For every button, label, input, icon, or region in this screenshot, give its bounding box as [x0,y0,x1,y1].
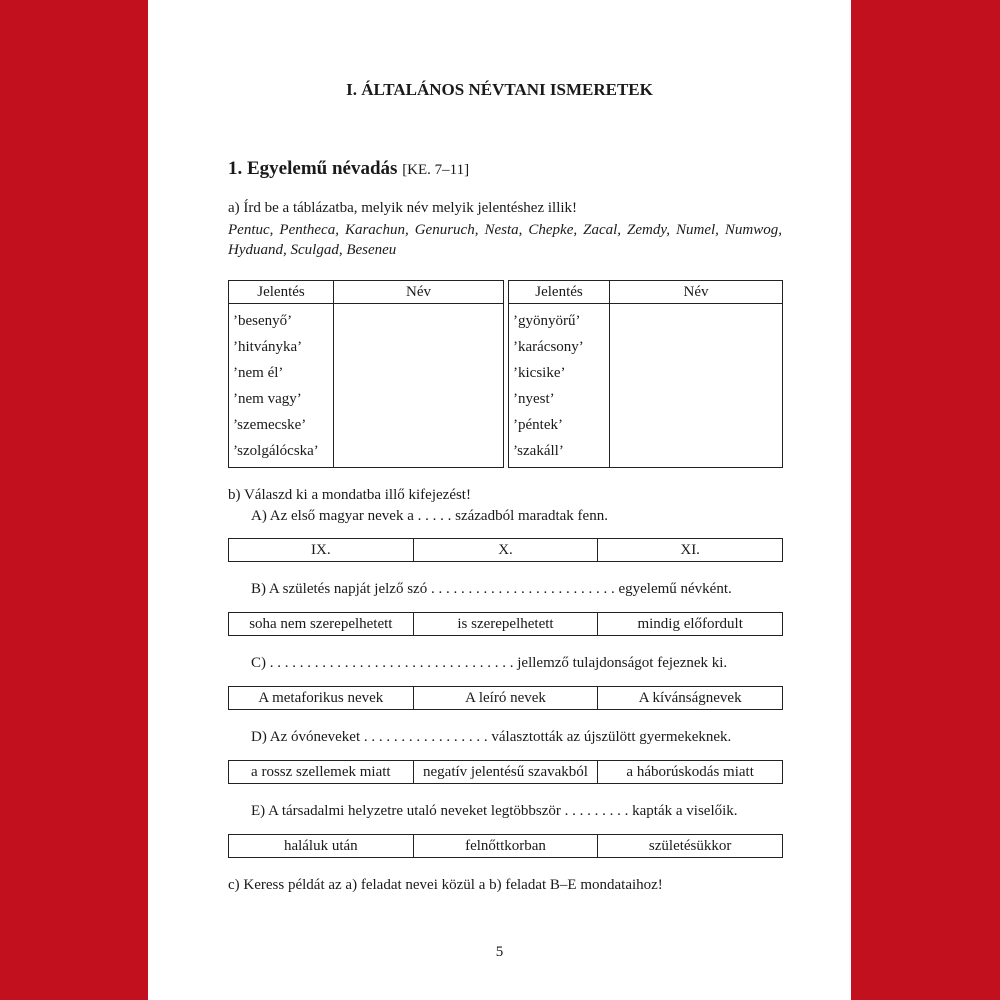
task-a-instruction: a) Írd be a táblázatba, melyik név melyik jelentéshez illik! [228,200,578,216]
meaning-item: ’szemecske’ [233,417,307,433]
question-b-options [228,612,783,636]
task-a-names-line2: Numwog, Hyduand, Sculgad, Beseneu [228,222,783,258]
task-c-instruction: c) Keress példát az a) feladat nevei közül a b) feladat B–E mondataihoz! [228,877,663,893]
meaning-column [229,304,334,468]
task-a-names-line1: Pentuc, Pentheca, Karachun, Genuruch, Nesta, Chepke, Zacal, Zemdy, Numel, [228,222,719,238]
book-page [148,0,851,1000]
section-ref: [KE. 7–11] [402,162,470,178]
question-a-options [228,538,783,562]
section-title: 1. Egyelemű névadás [228,158,398,179]
question-d-text: D) Az óvóneveket . . . . . . . . . . . . . . . . . választották az újszülött gyermekeknek. [251,729,732,745]
option-cell[interactable]: IX. [229,539,414,562]
question-c-options [228,686,783,710]
meaning-item: ’besenyő’ [233,313,293,329]
meaning-column [509,304,610,468]
meaning-item: ’gyönyörű’ [513,313,581,329]
option-cell[interactable]: a rossz szellemek miatt [229,761,414,784]
meaning-item: ’szakáll’ [513,443,564,459]
meaning-item: ’hitványka’ [233,339,303,355]
question-d-options [228,760,783,784]
option-cell[interactable]: A kívánságnevek [598,687,783,710]
question-b-text: B) A születés napját jelző szó . . . . . . . . . . . . . . . . . . . . . . . . . egyelemű névként. [251,581,732,597]
option-cell[interactable]: negatív jelentésű szavakból [413,761,598,784]
option-cell[interactable]: mindig előfordult [598,613,783,636]
chapter-title: I. ÁLTALÁNOS NÉVTANI ISMERETEK [346,80,653,99]
option-cell[interactable]: A leíró nevek [413,687,598,710]
match-table-left [228,280,504,468]
task-a-names [228,220,782,260]
option-cell[interactable]: A metaforikus nevek [229,687,414,710]
meaning-item: ’nyest’ [513,391,555,407]
header-name: Név [334,281,504,304]
meaning-item: ’szolgálócska’ [233,443,319,459]
meaning-item: ’nem vagy’ [233,391,302,407]
header-meaning: Jelentés [229,281,334,304]
option-cell[interactable]: XI. [598,539,783,562]
question-c-text: C) . . . . . . . . . . . . . . . . . . . . . . . . . . . . . . . . . jellemző tulajdonságot fejeznek ki. [251,655,728,671]
task-b-instruction: b) Válaszd ki a mondatba illő kifejezést! [228,487,471,503]
match-table-right [508,280,783,468]
question-e-text: E) A társadalmi helyzetre utaló neveket legtöbbször . . . . . . . . . kapták a viselőik. [251,803,738,819]
option-cell[interactable]: X. [413,539,598,562]
question-e-options [228,834,783,858]
option-cell[interactable]: soha nem szerepelhetett [229,613,414,636]
header-name: Név [610,281,783,304]
section-heading [228,158,469,180]
option-cell[interactable]: is szerepelhetett [413,613,598,636]
option-cell[interactable]: születésükkor [598,835,783,858]
option-cell[interactable]: haláluk után [229,835,414,858]
name-answer-cell[interactable] [610,304,783,468]
meaning-item: ’karácsony’ [513,339,584,355]
option-cell[interactable]: felnőttkorban [413,835,598,858]
option-cell[interactable]: a háborúskodás miatt [598,761,783,784]
meaning-item: ’péntek’ [513,417,563,433]
header-meaning: Jelentés [509,281,610,304]
meaning-item: ’kicsike’ [513,365,566,381]
page-number: 5 [495,944,504,960]
name-answer-cell[interactable] [334,304,504,468]
meaning-item: ’nem él’ [233,365,284,381]
question-a-text: A) Az első magyar nevek a . . . . . századból maradtak fenn. [251,508,608,524]
